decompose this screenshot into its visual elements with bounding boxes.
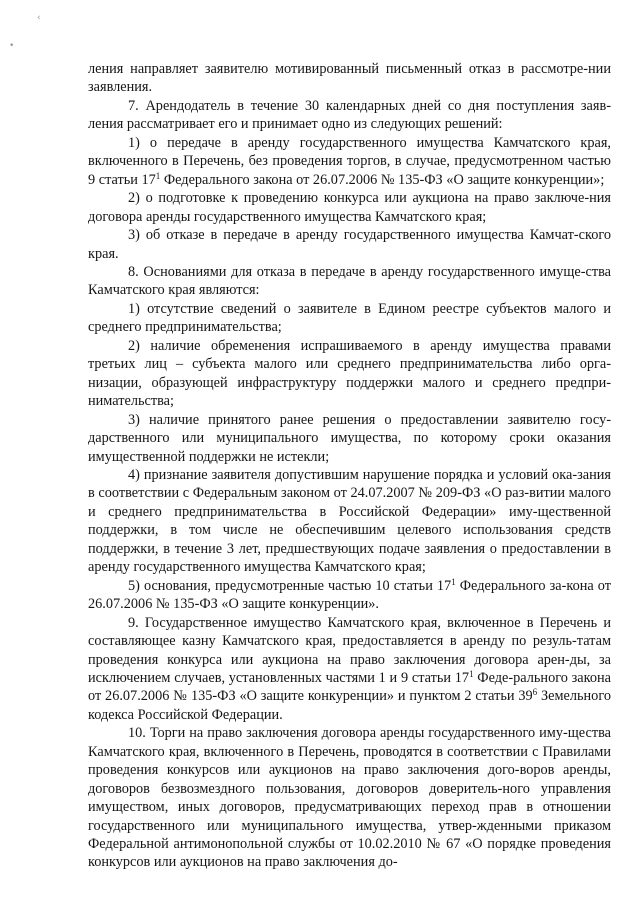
text-segment: статьи 39 [475, 688, 533, 705]
text-segment: ства Камчатского края являются: [88, 263, 611, 299]
text-segment: прав в отношении государственного или муниципального имущества, утвер- [88, 799, 612, 834]
document-paragraph [88, 337, 611, 411]
text-segment: 5) основания, предусмотренные частью 10 статьи 17 [128, 577, 452, 594]
document-paragraph [88, 614, 611, 725]
text-segment: ного управления имуществом, иных договоров, предусматривающих переход [88, 780, 612, 816]
text-segment: Федерального за- [455, 577, 567, 594]
text-segment: с Правилами проведения конкурсов или аукционов на право заключения дого- [88, 743, 611, 779]
text-segment: татам проведения конкурса или аукциона на право заключения договора арен- [88, 633, 611, 668]
text-segment: щества Камчатского края, включенного в Перечень, проводятся в соответствии [88, 725, 611, 760]
document-paragraph [88, 263, 611, 300]
text-segment: 7. Арендодатель в течение 30 календарных дней со дня поступления заяв- [128, 97, 611, 114]
text-segment: ления рассматривает его и принимает одно из следующих решений: [88, 116, 503, 133]
text-segment: Федерального закона от 26.07.2006 № 135-ФЗ «О защите [160, 171, 511, 188]
document-body [88, 60, 611, 872]
text-segment: 10. Торги на право заключения договора аренды государственного иму- [128, 725, 568, 742]
text-segment: 3) об отказе в передаче в аренду государственного имущества Камчат- [128, 227, 579, 244]
text-segment: низации, образующей инфраструктуру поддержки малого и среднего предпри- [88, 374, 611, 391]
scan-mark: • [9, 41, 15, 51]
text-segment: щественной поддержки, в том числе не обеспечившим целевого использования [88, 503, 611, 539]
document-paragraph [88, 60, 611, 97]
text-segment: частью 9 статьи 17 [88, 153, 611, 188]
text-segment: ды, за исключением случаев, установленных частями 1 и 9 статьи 17 [88, 651, 611, 686]
text-segment: нимательства; [88, 393, 174, 410]
text-segment: 1) отсутствие сведений о заявителе в Едином реестре субъектов малого и [128, 300, 611, 317]
text-segment: включенного в Перечень, без проведения торгов, в случае, предусмотренном [88, 153, 564, 170]
text-segment: Феде- [473, 669, 514, 686]
document-paragraph [88, 724, 611, 872]
text-segment: кона от 26.07.2006 № 135-ФЗ «О защите конкуренции». [88, 577, 611, 613]
text-segment: дарственного или муниципального имущества, по которому сроки оказания [88, 430, 611, 447]
text-segment: зания в соответствии с Федеральным законом от 24.07.2007 № 209-ФЗ «О раз- [88, 466, 611, 502]
text-segment: воров аренды, договоров безвозмездного пользования, договоров доверитель- [88, 762, 611, 797]
document-paragraph [88, 300, 611, 337]
text-segment: 67 «О порядке проведения конкурсов или аукционов на право заключения до- [88, 836, 612, 871]
text-segment: 8. Основаниями для отказа в передаче в аренду государственного имуще- [128, 263, 586, 280]
document-paragraph [88, 97, 611, 134]
document-paragraph [88, 411, 611, 466]
text-segment: предоставлении в аренду государственного имущества Камчатского края; [88, 540, 611, 576]
scan-mark: ‹ [37, 13, 41, 23]
text-segment: ния договора аренды государственного имущества Камчатского края; [88, 190, 611, 225]
text-segment: и составляющее казну Камчатского края, предоставляется в аренду по резуль- [88, 614, 611, 650]
superscript: 1 [451, 576, 456, 587]
text-segment: рального закона от 26.07.2006 № 135-ФЗ «О защите конкуренции» и пунктом 2 [88, 669, 611, 705]
text-segment: конкуренции»; [514, 171, 605, 188]
text-segment: ления направляет заявителю мотивированный письменный отказ в рассмотре- [88, 61, 589, 77]
document-paragraph [88, 466, 611, 577]
superscript: 1 [155, 170, 161, 181]
text-segment: 2) о подготовке к проведению конкурса или аукциона на право заключе- [128, 190, 590, 207]
superscript: 1 [469, 668, 474, 679]
text-segment: 3) наличие принятого ранее решения о предоставлении заявителю госу- [128, 411, 611, 428]
superscript: 6 [532, 687, 538, 698]
text-segment: среднего предпринимательства; [88, 319, 282, 336]
text-segment: нии заявления. [88, 61, 611, 96]
text-segment: средств поддержки, в течение 3 лет, предшествующих подаче заявления о [88, 522, 612, 557]
text-segment: ского края. [88, 227, 611, 262]
document-paragraph [88, 134, 611, 189]
document-paragraph [88, 577, 611, 614]
text-segment: 1) о передаче в аренду государственного имущества Камчатского края, [128, 134, 611, 151]
text-segment: 4) признание заявителя допустившим нарушение порядка и условий ока- [128, 466, 578, 483]
text-segment: 9. Государственное имущество Камчатского края, включенное в Перечень [128, 614, 598, 631]
text-segment: Земельного кодекса Российской Федерации. [88, 688, 611, 723]
text-segment: жденными приказом Федеральной антимонопольной службы от 10.02.2010 № [88, 817, 611, 853]
document-paragraph [88, 226, 611, 263]
text-segment: 2) наличие обременения испрашиваемого в аренду имущества правами [128, 337, 611, 354]
text-segment: третьих лиц – субъекта малого или среднего предпринимательства либо орга- [88, 356, 611, 373]
document-paragraph [88, 189, 611, 226]
text-segment: имущественной поддержки не истекли; [88, 448, 330, 465]
text-segment: витии малого и среднего предпринимательства в Российской Федерации» иму- [88, 485, 612, 520]
